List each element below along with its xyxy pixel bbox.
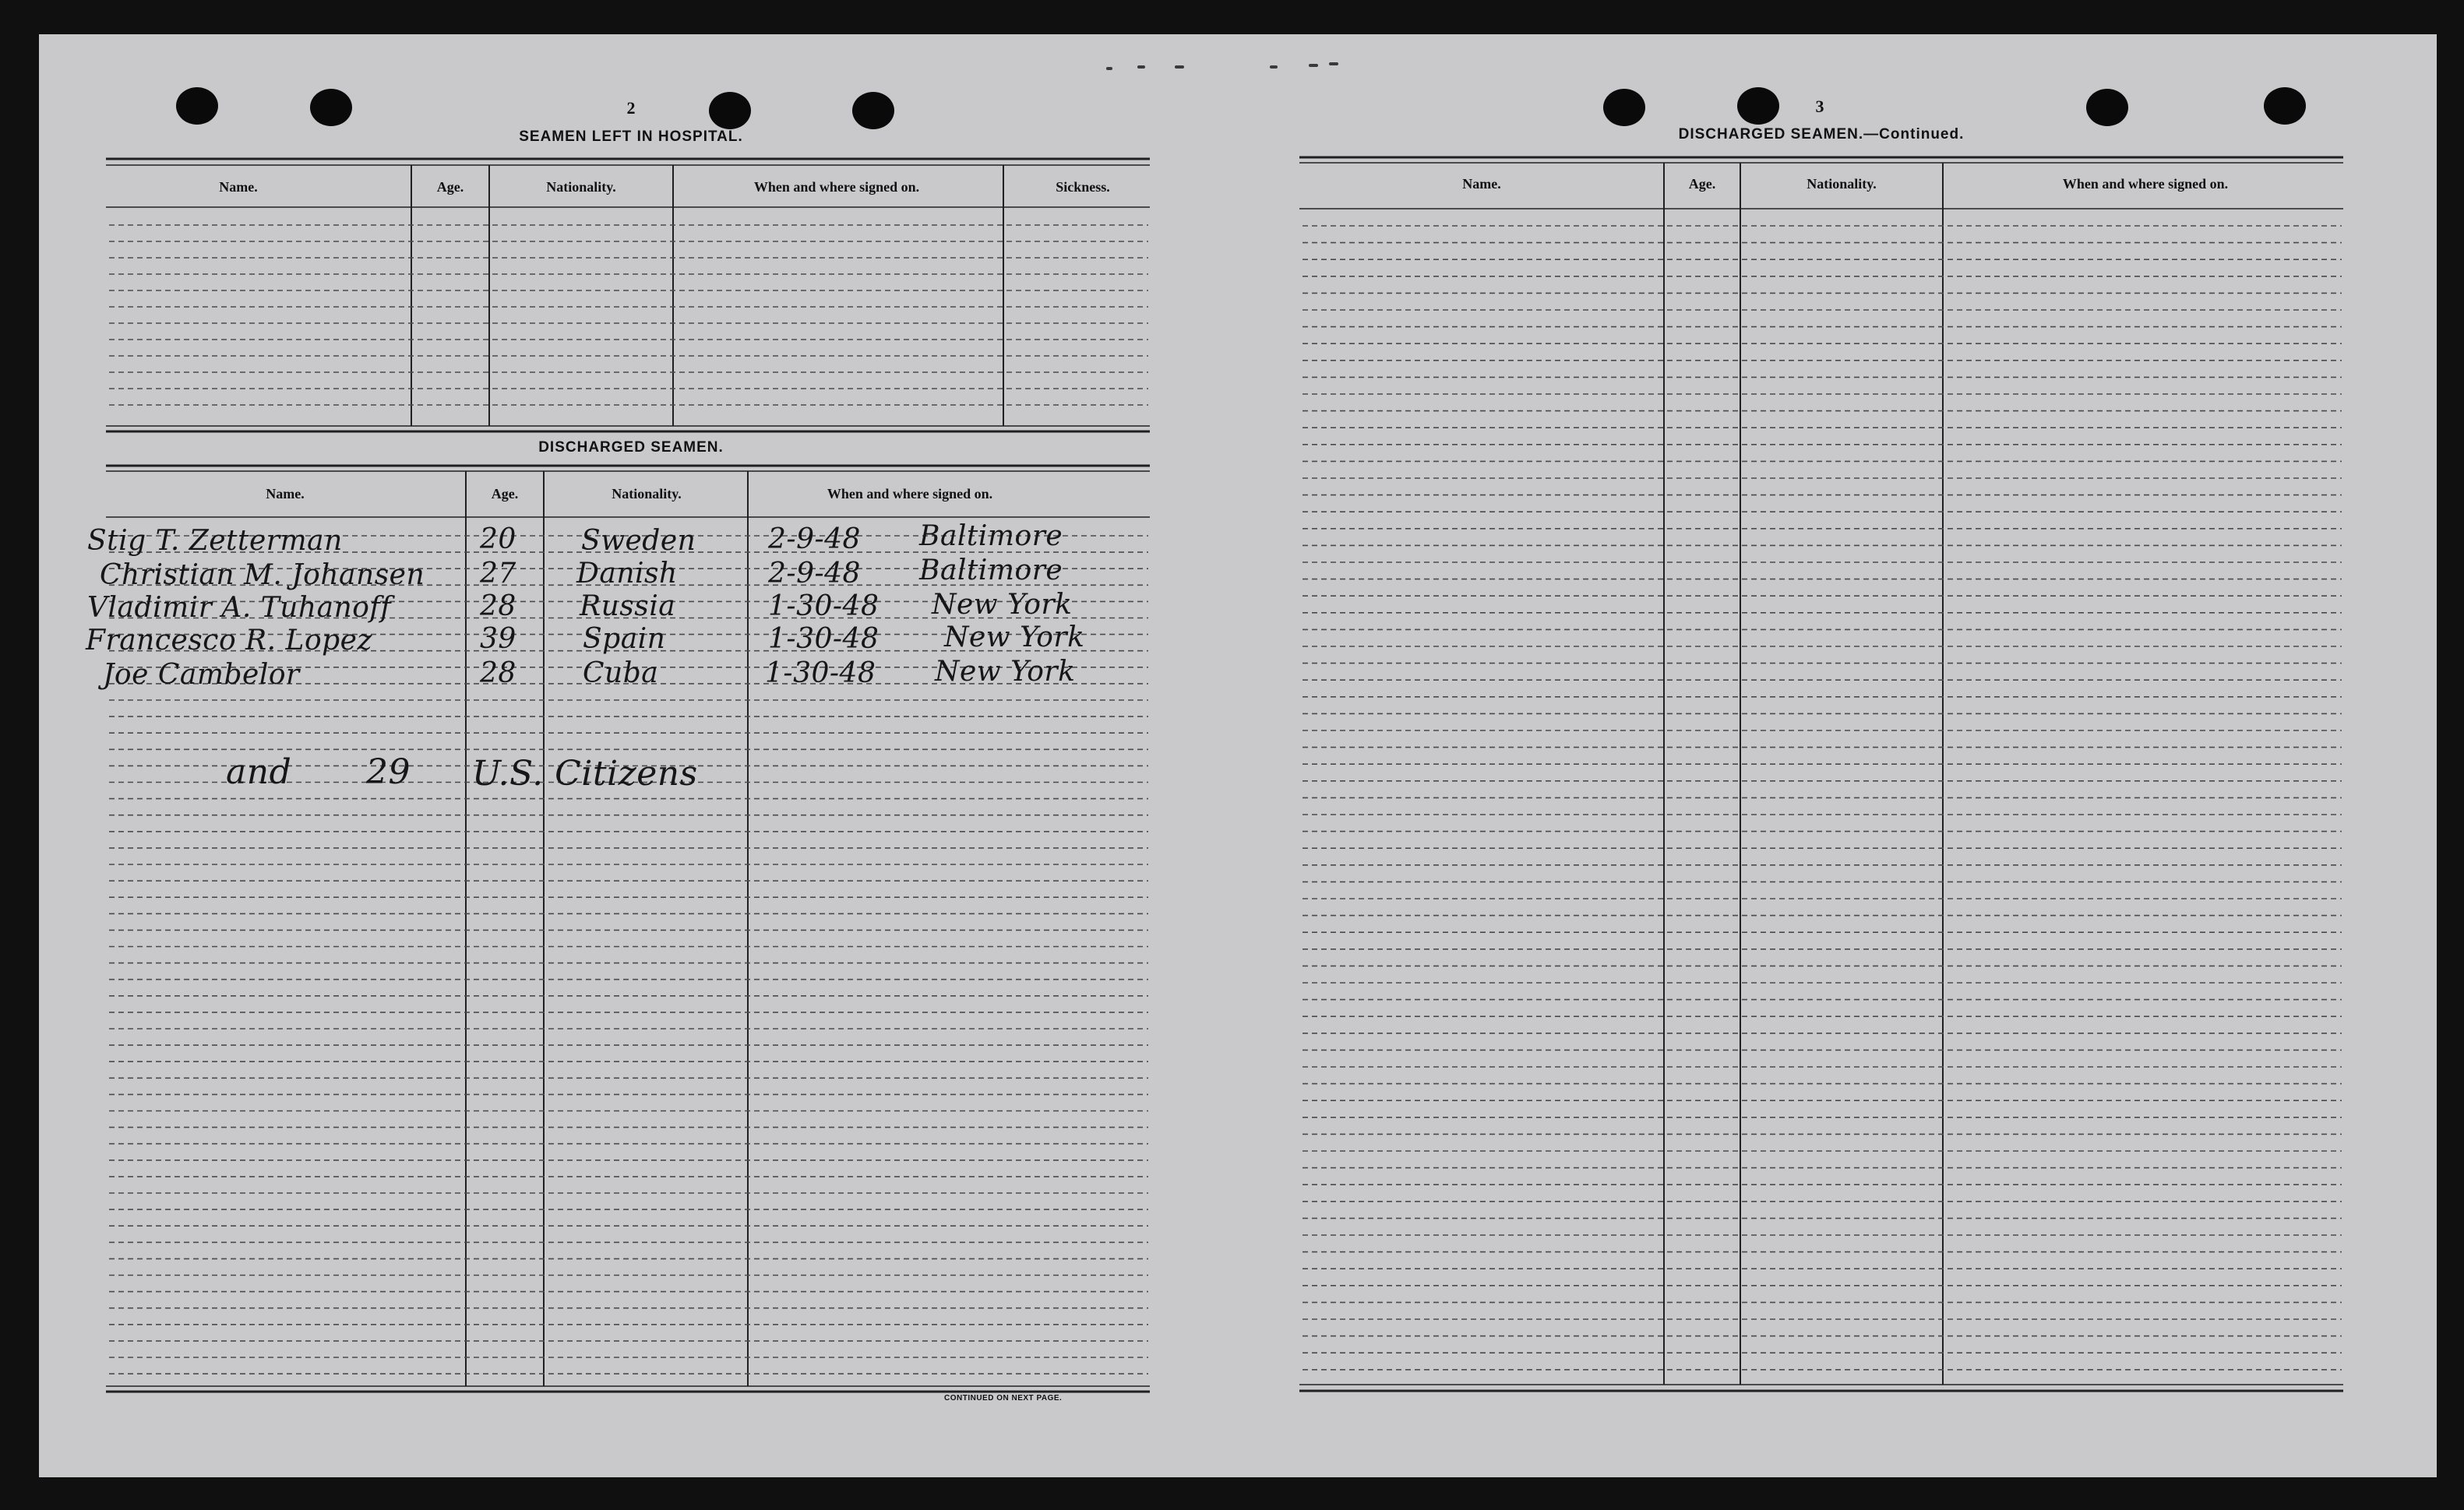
discharged-section-title: DISCHARGED SEAMEN. xyxy=(538,439,724,456)
discharged-col-age: Age. xyxy=(491,486,519,502)
right-col-age: Age. xyxy=(1688,176,1716,192)
hospital-dashed-rows xyxy=(109,225,1148,405)
seaman-name: Francesco R. Lopez xyxy=(86,625,372,656)
continued-footer: CONTINUED ON NEXT PAGE. xyxy=(944,1394,1063,1403)
discharged-table-right xyxy=(1299,157,2343,1391)
hospital-col-name: Name. xyxy=(219,179,258,195)
hospital-col-signed-on: When and where signed on. xyxy=(753,179,920,195)
seaman-name: Joe Cambelor xyxy=(103,659,300,691)
discharged-continued-title: DISCHARGED SEAMEN.—Continued. xyxy=(1678,126,1965,143)
signed-on-place: New York xyxy=(932,589,1073,621)
signed-on-date: 1-30-48 xyxy=(768,623,879,655)
signed-on-place: New York xyxy=(935,656,1076,688)
signed-on-place: Baltimore xyxy=(919,554,1063,586)
right-col-name: Name. xyxy=(1462,176,1501,192)
seaman-nationality: Sweden xyxy=(581,525,696,557)
seaman-name: Vladimir A. Tuhanoff xyxy=(87,592,392,624)
signed-on-date: 1-30-48 xyxy=(765,657,876,689)
signed-on-date: 1-30-48 xyxy=(768,590,879,622)
handwritten-note-count: 29 xyxy=(366,752,411,792)
seaman-nationality: Russia xyxy=(580,590,676,622)
discharged-col-signed-on: When and where signed on. xyxy=(827,486,993,502)
handwritten-note-and: and xyxy=(226,752,292,792)
hospital-col-age: Age. xyxy=(436,179,464,195)
right-col-nationality: Nationality. xyxy=(1807,176,1877,192)
discharged-col-name: Name. xyxy=(266,486,305,502)
signed-on-date: 2-9-48 xyxy=(768,558,861,590)
right-col-signed-on: When and where signed on. xyxy=(2062,176,2229,192)
seaman-nationality: Danish xyxy=(576,558,678,590)
seaman-age: 28 xyxy=(480,590,516,622)
seaman-age: 28 xyxy=(480,657,516,689)
discharged-col-nationality: Nationality. xyxy=(612,486,682,502)
seaman-age: 20 xyxy=(480,523,516,555)
seaman-name: Stig T. Zetterman xyxy=(87,525,343,557)
signed-on-date: 2-9-48 xyxy=(768,523,861,555)
hospital-col-sickness: Sickness. xyxy=(1056,179,1110,195)
handwritten-note-citizens: U.S. Citizens xyxy=(472,754,698,794)
page-number-right: 3 xyxy=(1815,97,1824,116)
seaman-age: 39 xyxy=(480,623,516,655)
seaman-name: Christian M. Johansen xyxy=(100,559,425,591)
signed-on-place: Baltimore xyxy=(919,520,1063,552)
hospital-col-nationality: Nationality. xyxy=(546,179,616,195)
hospital-section-title: SEAMEN LEFT IN HOSPITAL. xyxy=(519,128,743,145)
page-number-left: 2 xyxy=(626,98,636,118)
seaman-nationality: Cuba xyxy=(583,657,659,689)
discharged-right-dashed-rows xyxy=(1303,226,2342,1370)
seaman-age: 27 xyxy=(480,558,516,590)
signed-on-place: New York xyxy=(944,621,1085,653)
hospital-table xyxy=(106,159,1150,431)
seaman-nationality: Spain xyxy=(583,623,666,655)
